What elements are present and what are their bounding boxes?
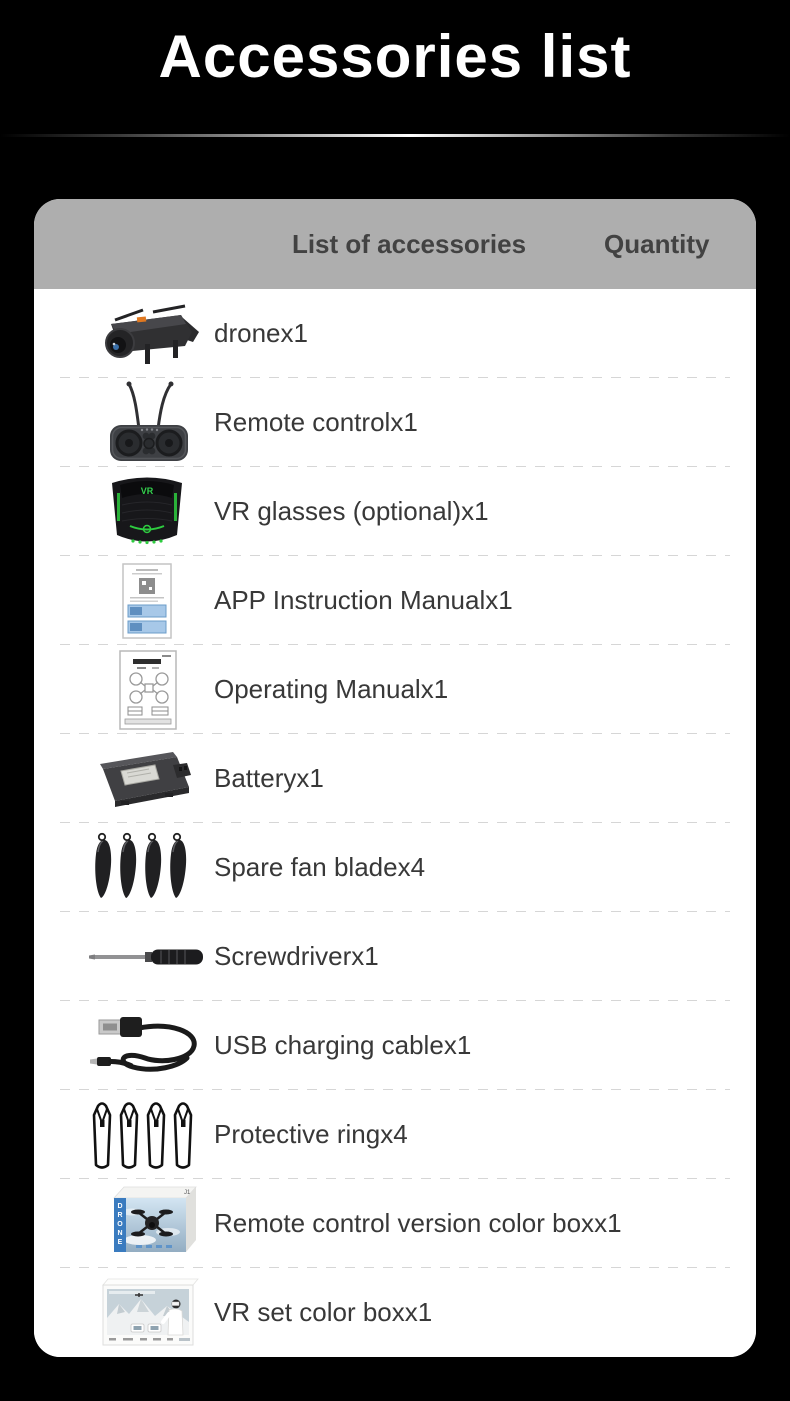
header-list-of-accessories: List of accessories xyxy=(291,228,527,259)
battery-image xyxy=(80,743,214,815)
accessory-name: Remote control xyxy=(214,407,391,437)
accessory-name: VR glasses (optional) xyxy=(214,496,462,526)
svg-text:O: O xyxy=(117,1220,123,1228)
table-row xyxy=(34,645,756,734)
accessory-name: Remote control version color box xyxy=(214,1208,595,1238)
accessory-qty: x1 xyxy=(351,941,379,971)
table-row xyxy=(34,734,756,823)
accessory-name: drone xyxy=(214,318,281,348)
table-row xyxy=(34,467,756,556)
accessory-qty: x1 xyxy=(594,1208,622,1238)
table-header-row xyxy=(34,199,756,289)
svg-text:D: D xyxy=(117,1202,123,1210)
svg-text:N: N xyxy=(117,1229,123,1237)
accessory-name: Spare fan blade xyxy=(214,852,398,882)
svg-text:E: E xyxy=(117,1238,123,1246)
rc-version-color-box-image xyxy=(80,1182,214,1266)
table-row xyxy=(34,823,756,912)
spare-fan-blades-image xyxy=(80,828,214,908)
accessory-qty: x1 xyxy=(420,674,449,704)
table-row xyxy=(34,1090,756,1179)
svg-text:VR: VR xyxy=(140,485,154,496)
drone-folded-image xyxy=(80,294,214,374)
operating-manual-image xyxy=(80,649,214,731)
header-quantity: Quantity xyxy=(604,228,710,259)
table-row xyxy=(34,289,756,378)
table-row xyxy=(34,556,756,645)
accessory-qty: x4 xyxy=(397,852,426,882)
accessory-name: USB charging cable xyxy=(214,1030,444,1060)
table-row xyxy=(34,1001,756,1090)
vr-glasses-image xyxy=(80,471,214,553)
table-row xyxy=(34,1268,756,1357)
accessory-qty: x1 xyxy=(485,585,513,615)
accessory-name: Protective ring xyxy=(214,1119,381,1149)
accessory-qty: x1 xyxy=(443,1030,472,1060)
accessory-qty: x4 xyxy=(380,1119,408,1149)
vr-set-color-box-image xyxy=(80,1272,214,1354)
screwdriver-image xyxy=(80,937,214,977)
table-row xyxy=(34,378,756,467)
accessory-name: Screwdriver xyxy=(214,941,352,971)
table-row xyxy=(34,912,756,1001)
accessory-name: Operating Manual xyxy=(214,674,421,704)
accessory-qty: x1 xyxy=(280,318,308,348)
accessories-table xyxy=(34,199,756,1357)
accessory-qty: x1 xyxy=(296,763,324,793)
accessory-name: VR set color box xyxy=(214,1297,405,1327)
svg-text:R: R xyxy=(117,1211,123,1219)
svg-text:J1: J1 xyxy=(184,1189,191,1196)
accessory-qty: x1 xyxy=(461,496,489,526)
usb-charging-cable-image xyxy=(80,1010,214,1082)
page-title: Accessories list xyxy=(158,23,632,90)
accessory-qty: x1 xyxy=(390,407,418,437)
remote-control-image xyxy=(80,381,214,465)
divider-line xyxy=(0,134,790,137)
accessory-qty: x1 xyxy=(404,1297,433,1327)
accessory-name: Battery xyxy=(214,763,297,793)
app-instruction-manual-image xyxy=(80,561,214,641)
accessory-name: APP Instruction Manual xyxy=(214,585,486,615)
protective-rings-image xyxy=(80,1095,214,1175)
table-row xyxy=(34,1179,756,1268)
